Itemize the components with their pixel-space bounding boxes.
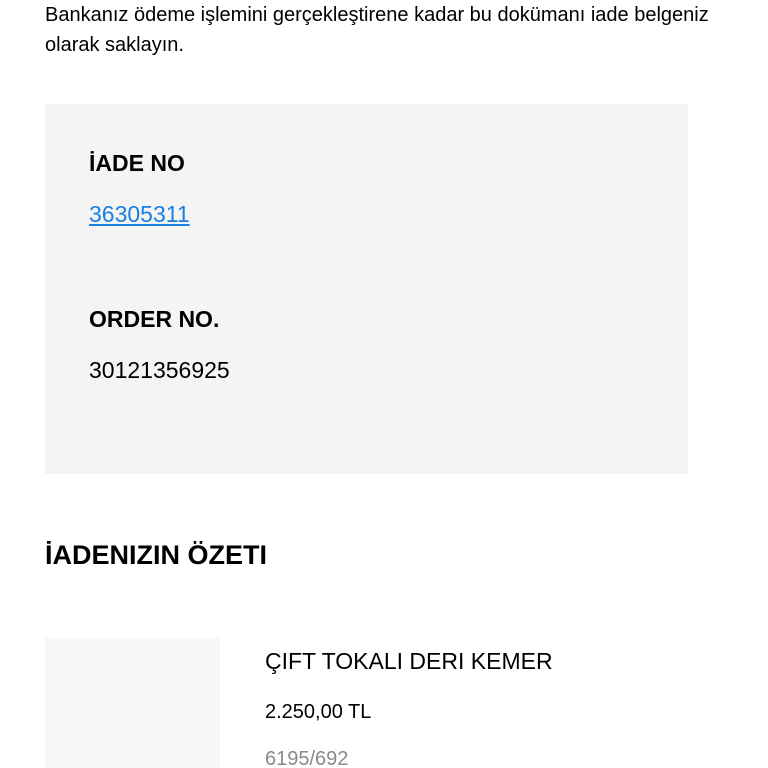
refund-info-box bbox=[45, 104, 688, 474]
return-no-link[interactable]: 36305311 bbox=[89, 201, 190, 227]
order-no-label: ORDER NO. bbox=[89, 306, 220, 332]
product-price: 2.250,00 TL bbox=[265, 701, 372, 723]
intro-text: Bankanız ödeme işlemini gerçekleştirene kadar bu dokümanı iade belgeniz olarak saklayın. bbox=[45, 4, 709, 56]
return-no-label: İADE NO bbox=[89, 150, 185, 176]
product-name: ÇIFT TOKALI DERI KEMER bbox=[265, 648, 553, 674]
summary-title: İADENIZIN ÖZETI bbox=[45, 540, 267, 570]
product-image bbox=[45, 638, 220, 768]
order-no-value: 30121356925 bbox=[89, 357, 230, 383]
product-code: 6195/692 bbox=[265, 748, 349, 768]
